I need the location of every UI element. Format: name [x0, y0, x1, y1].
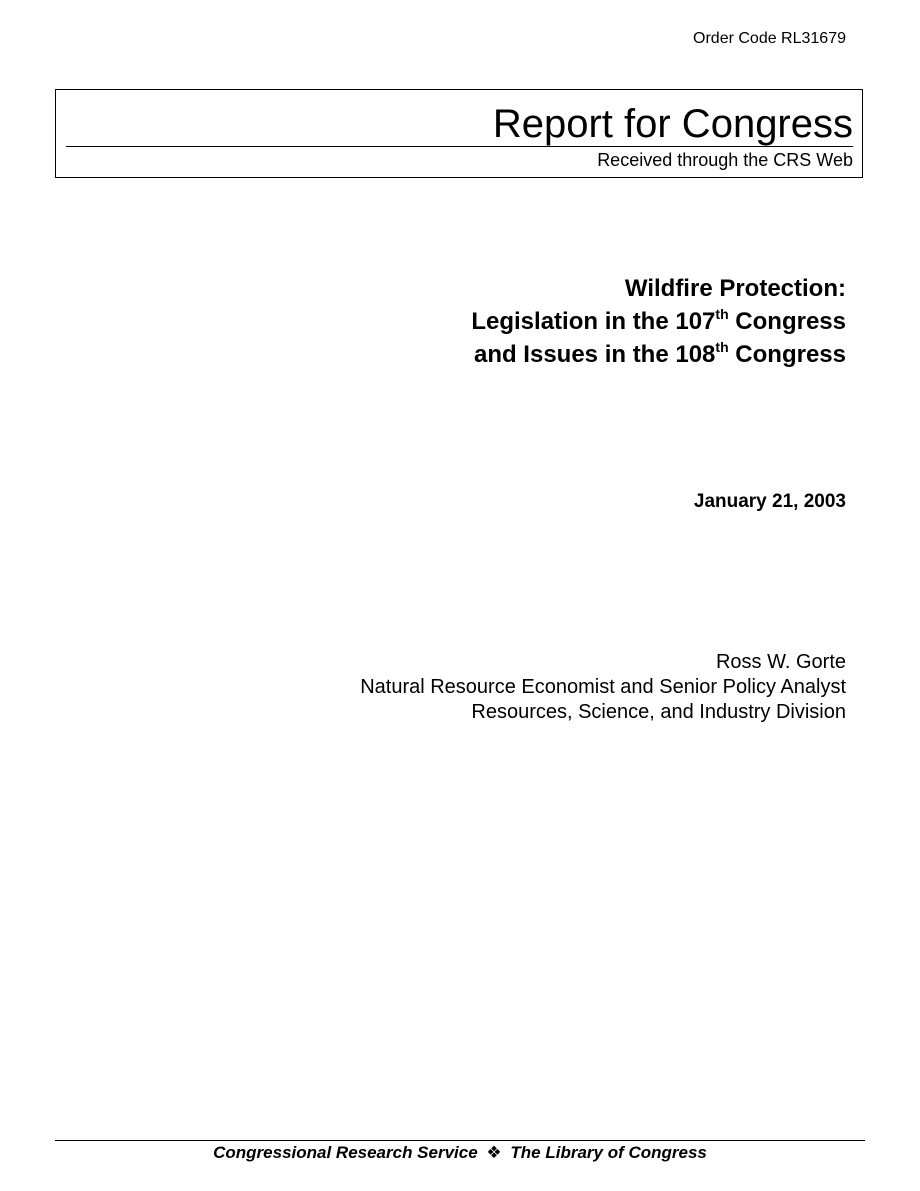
header-divider	[66, 146, 853, 147]
report-title	[471, 272, 846, 371]
footer	[55, 1142, 865, 1164]
title-line-3-suffix: Congress	[728, 341, 846, 368]
author-position: Natural Resource Economist and Senior Policy Analyst	[360, 676, 846, 698]
author-block	[360, 650, 846, 725]
header-subtitle: Received through the CRS Web	[597, 150, 853, 170]
author-name: Ross W. Gorte	[715, 651, 846, 673]
header-title: Report for Congress	[492, 102, 853, 146]
author-division: Resources, Science, and Industry Division	[471, 701, 846, 723]
title-line-2-superscript: th	[715, 306, 729, 322]
title-line-2	[471, 305, 846, 338]
report-date: January 21, 2003	[693, 491, 846, 512]
title-line-3-superscript: th	[715, 339, 729, 355]
footer-library: The Library of Congress	[510, 1143, 707, 1162]
title-line-3-prefix: and Issues in the 108	[473, 341, 716, 368]
footer-divider	[55, 1140, 865, 1141]
report-header-box	[55, 89, 863, 178]
title-line-2-prefix: Legislation in the 107	[471, 308, 716, 335]
title-line-1: Wildfire Protection:	[624, 275, 846, 302]
diamond-separator-icon: ❖	[486, 1143, 502, 1162]
footer-organization: Congressional Research Service	[213, 1143, 478, 1162]
title-line-2-suffix: Congress	[728, 308, 846, 335]
order-code: Order Code RL31679	[693, 30, 846, 47]
title-line-3	[471, 338, 846, 371]
